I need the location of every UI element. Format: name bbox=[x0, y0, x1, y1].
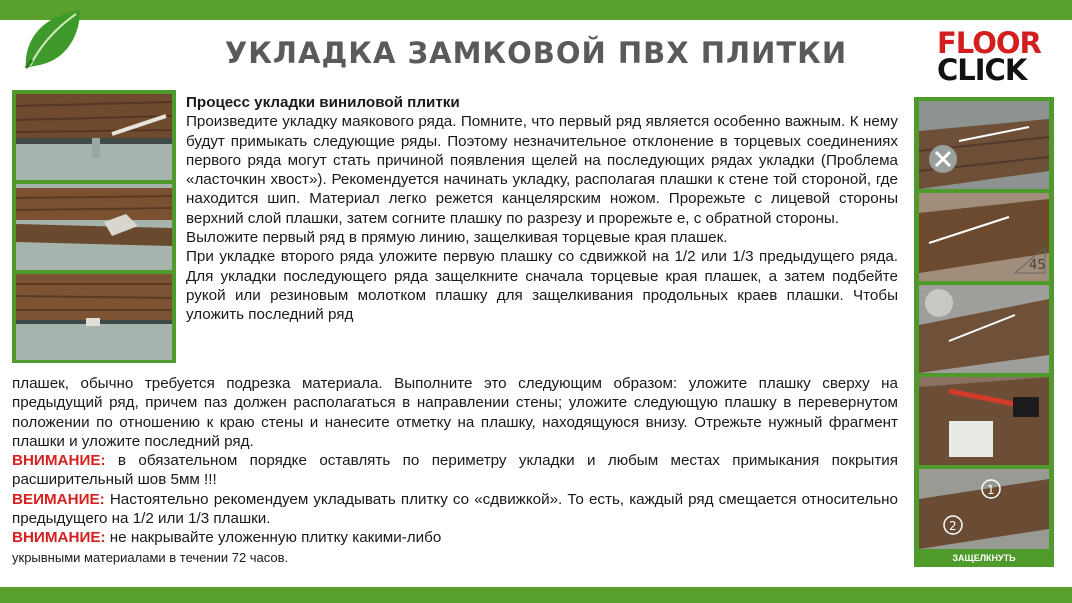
instructions-block-bottom bbox=[12, 374, 898, 567]
photo-floor-joint-2 bbox=[16, 184, 172, 270]
photo-step-lock bbox=[919, 285, 1049, 373]
warning-3-label: ВНИМАНИЕ: bbox=[12, 529, 106, 547]
section-subheading: Процесс укладки виниловой плитки bbox=[186, 94, 460, 111]
top-green-bar bbox=[0, 0, 1072, 20]
bottom-green-bar bbox=[0, 587, 1072, 603]
logo-line-floor: FLOOR bbox=[937, 26, 1041, 60]
warning-2 bbox=[12, 490, 898, 529]
paragraph-1: Произведите укладку маякового ряда. Помните, что первый ряд является особенно важным. К нему будут примыкать следующие ряды. Поэтому незначительное отклонение в торцевых соединениях первого ряда могут стать причиной появления щелей на последующих рядах укладки (Проблема «ласточкин хвост»). Рекомендуется начинать укладку, располагая плашки к стене той стороной, где находится шип. Материал легко режется канцелярским ножом. Прорежьте с лицевой стороны верхний слой плашки, затем согните плашку по разрезу и прорежьте е, с обратной стороны. bbox=[186, 113, 898, 227]
photo-step-hammer bbox=[919, 377, 1049, 465]
instructions-block-top bbox=[186, 93, 898, 325]
label-step-1: 1 bbox=[987, 483, 995, 497]
photo-step-snap bbox=[919, 469, 1049, 549]
warning-1-text: в обязательном порядке оставлять по периметру укладки и любым местах примыкания покрытия расширительный шов 5мм !!! bbox=[12, 452, 898, 489]
photo-step-angle bbox=[919, 193, 1049, 281]
warning-3 bbox=[12, 528, 898, 547]
right-photo-panel bbox=[914, 97, 1054, 567]
left-photo-panel bbox=[12, 90, 176, 363]
paragraph-2: Выложите первый ряд в прямую линию, защелкивая торцевые края плашек. bbox=[186, 229, 728, 247]
photo-step-cut bbox=[919, 101, 1049, 189]
label-45: 45 bbox=[1029, 258, 1046, 273]
photo-floor-joint-1 bbox=[16, 94, 172, 180]
warning-3-small: укрывными материалами в течении 72 часов. bbox=[12, 549, 289, 565]
warning-2-text: Настоятельно рекомендуем укладывать плитку со «сдвижкой». То есть, каждый ряд смещается относительно предыдущего на 1/2 или 1/3 плашки. bbox=[12, 490, 898, 528]
page-title: УКЛАДКА ЗАМКОВОЙ ПВХ ПЛИТКИ bbox=[224, 36, 848, 70]
warning-1-label: ВНИМАНИЕ: bbox=[12, 452, 106, 470]
warning-3-text: не накрывайте уложенную плитку какими-либо bbox=[105, 529, 442, 547]
snap-label: ЗАЩЕЛКНУТЬ bbox=[938, 551, 1030, 565]
paragraph-3a: При укладке второго ряда уложите первую плашку со сдвижкой на 1/2 или 1/3 предыдущего ряда. Для укладки последующего ряда защелкните сначала торцевые края плашек, а затем подбейте рукой или резиновым молотком плашку для защелкивания продольных краев плашки. Чтобы уложить последний ряд bbox=[186, 248, 898, 324]
label-step-2: 2 bbox=[949, 519, 957, 533]
logo-line-click: CLICK bbox=[937, 52, 1027, 87]
warning-1 bbox=[12, 451, 898, 490]
photo-floor-joint-3 bbox=[16, 274, 172, 360]
warning-2-label: ВЕИМАНИЕ: bbox=[12, 490, 105, 508]
floorclick-logo bbox=[937, 26, 1041, 87]
paragraph-3b: плашек, обычно требуется подрезка материала. Выполните это следующим образом: уложите плашку сверху на предыдущий ряд, причем паз должен располагаться в направлении стены; уложите следующую плашку в перевернутом положении по отношению к краю стены и нанесите отметку на плашку, находящуюся внизу. Отрежьте нужный фрагмент плашки и уложите последний ряд. bbox=[12, 375, 898, 450]
